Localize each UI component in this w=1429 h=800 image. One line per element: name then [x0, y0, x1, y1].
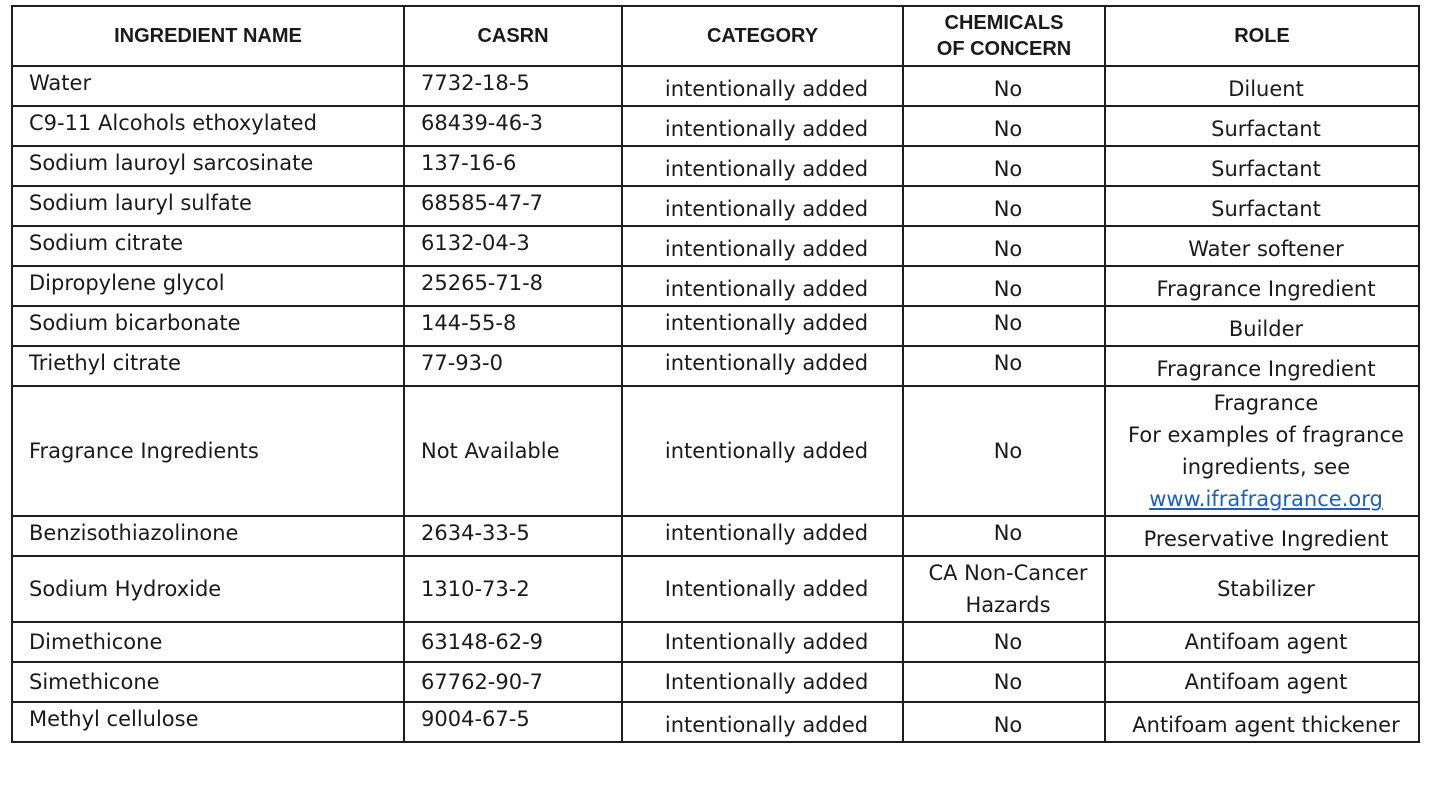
cell-ingredient-name: Fragrance Ingredients	[12, 386, 404, 516]
cell-category: intentionally added	[622, 266, 903, 306]
cell-ingredient-name: Sodium Hydroxide	[12, 556, 404, 622]
cell-casrn: 2634-33-5	[404, 516, 622, 556]
header-chemicals-of-concern	[903, 6, 1105, 66]
cell-role: Builder	[1105, 306, 1419, 346]
cell-casrn: 9004-67-5	[404, 702, 622, 742]
cell-ingredient-name: Sodium citrate	[12, 226, 404, 266]
cell-role: Stabilizer	[1105, 556, 1419, 622]
role-line: ingredients, see	[1181, 455, 1351, 479]
cell-role: Antifoam agent	[1105, 662, 1419, 702]
cell-category: intentionally added	[622, 186, 903, 226]
cell-chemicals-of-concern: No	[903, 386, 1105, 516]
cell-ingredient-name: Water	[12, 66, 404, 106]
cell-ingredient-name: Sodium lauryl sulfate	[12, 186, 404, 226]
cell-category: Intentionally added	[622, 662, 903, 702]
cell-chemicals-of-concern: No	[903, 346, 1105, 386]
header-row	[12, 6, 1419, 66]
cell-role: Antifoam agent	[1105, 622, 1419, 662]
cell-casrn: Not Available	[404, 386, 622, 516]
cell-chemicals-of-concern: No	[903, 146, 1105, 186]
cell-category: intentionally added	[622, 146, 903, 186]
ingredients-table	[11, 5, 1420, 743]
cell-chemicals-of-concern: No	[903, 306, 1105, 346]
cell-chemicals-of-concern	[903, 556, 1105, 622]
cell-ingredient-name: Triethyl citrate	[12, 346, 404, 386]
cell-category: intentionally added	[622, 66, 903, 106]
cell-ingredient-name: Simethicone	[12, 662, 404, 702]
cell-category: intentionally added	[622, 106, 903, 146]
table-row	[12, 306, 1419, 346]
cell-chemicals-of-concern: No	[903, 186, 1105, 226]
table-row	[12, 386, 1419, 516]
cell-casrn: 25265-71-8	[404, 266, 622, 306]
cell-category: intentionally added	[622, 346, 903, 386]
concern-line: Hazards	[965, 593, 1051, 617]
cell-chemicals-of-concern: No	[903, 66, 1105, 106]
table-row	[12, 186, 1419, 226]
header-role: ROLE	[1105, 6, 1419, 66]
cell-ingredient-name: Benzisothiazolinone	[12, 516, 404, 556]
cell-chemicals-of-concern: No	[903, 662, 1105, 702]
cell-casrn: 137-16-6	[404, 146, 622, 186]
table-row	[12, 226, 1419, 266]
table-row	[12, 266, 1419, 306]
cell-casrn: 68439-46-3	[404, 106, 622, 146]
cell-role: Water softener	[1105, 226, 1419, 266]
cell-role: Preservative Ingredient	[1105, 516, 1419, 556]
cell-ingredient-name: C9-11 Alcohols ethoxylated	[12, 106, 404, 146]
cell-casrn: 6132-04-3	[404, 226, 622, 266]
table-row	[12, 66, 1419, 106]
cell-casrn: 7732-18-5	[404, 66, 622, 106]
header-casrn: CASRN	[404, 6, 622, 66]
header-concern-line1: CHEMICALS	[944, 12, 1064, 34]
cell-category: intentionally added	[622, 702, 903, 742]
cell-chemicals-of-concern: No	[903, 266, 1105, 306]
cell-ingredient-name: Sodium bicarbonate	[12, 306, 404, 346]
table-row	[12, 516, 1419, 556]
role-line: For examples of fragrance	[1128, 423, 1404, 447]
ifra-fragrance-link[interactable]: www.ifrafragrance.org	[1149, 487, 1383, 511]
cell-role: Fragrance Ingredient	[1105, 346, 1419, 386]
cell-ingredient-name: Dipropylene glycol	[12, 266, 404, 306]
cell-category: intentionally added	[622, 226, 903, 266]
cell-role: Fragrance Ingredient	[1105, 266, 1419, 306]
cell-role: Surfactant	[1105, 186, 1419, 226]
cell-chemicals-of-concern: No	[903, 516, 1105, 556]
cell-role: Surfactant	[1105, 146, 1419, 186]
table-row	[12, 346, 1419, 386]
cell-chemicals-of-concern: No	[903, 106, 1105, 146]
table-row	[12, 622, 1419, 662]
cell-category: intentionally added	[622, 386, 903, 516]
cell-ingredient-name: Sodium lauroyl sarcosinate	[12, 146, 404, 186]
cell-chemicals-of-concern: No	[903, 226, 1105, 266]
table-row	[12, 146, 1419, 186]
cell-casrn: 68585-47-7	[404, 186, 622, 226]
cell-category: Intentionally added	[622, 556, 903, 622]
table-row	[12, 702, 1419, 742]
cell-casrn: 67762-90-7	[404, 662, 622, 702]
cell-role: Surfactant	[1105, 106, 1419, 146]
cell-casrn: 144-55-8	[404, 306, 622, 346]
table-row	[12, 662, 1419, 702]
cell-ingredient-name: Dimethicone	[12, 622, 404, 662]
header-concern-line2: OF CONCERN	[936, 38, 1072, 60]
cell-category: Intentionally added	[622, 622, 903, 662]
cell-role: Antifoam agent thickener	[1105, 702, 1419, 742]
cell-casrn: 1310-73-2	[404, 556, 622, 622]
header-ingredient-name: INGREDIENT NAME	[12, 6, 404, 66]
cell-chemicals-of-concern: No	[903, 702, 1105, 742]
header-category: CATEGORY	[622, 6, 903, 66]
role-link-line	[1122, 483, 1410, 515]
cell-category: intentionally added	[622, 516, 903, 556]
cell-role	[1105, 386, 1419, 516]
table-row	[12, 106, 1419, 146]
concern-line: CA Non-Cancer	[928, 561, 1088, 585]
role-line: Fragrance	[1213, 391, 1319, 415]
table-row	[12, 556, 1419, 622]
cell-casrn: 77-93-0	[404, 346, 622, 386]
cell-casrn: 63148-62-9	[404, 622, 622, 662]
cell-category: intentionally added	[622, 306, 903, 346]
cell-role: Diluent	[1105, 66, 1419, 106]
cell-chemicals-of-concern: No	[903, 622, 1105, 662]
cell-ingredient-name: Methyl cellulose	[12, 702, 404, 742]
